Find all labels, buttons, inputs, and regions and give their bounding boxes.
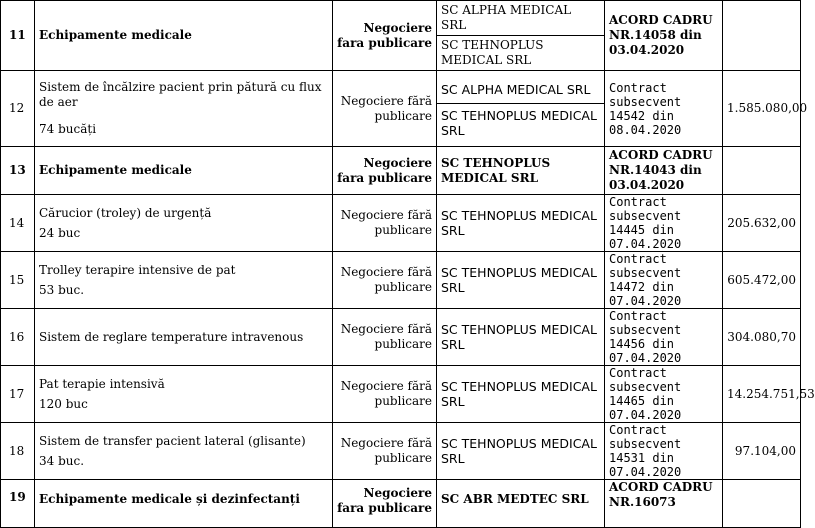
row-number: 12 [1,71,35,147]
contract-info: Contract subsecvent 14465 din 07.04.2020 [605,366,723,423]
contract-value: 205.632,00 [723,195,801,252]
item-cell [35,252,333,309]
supplier-name: SC TEHNOPLUS MEDICAL SRL [437,195,605,252]
contract-info: Contract subsecvent 14531 din 07.04.2020 [605,423,723,480]
contract-value: 97.104,00 [723,423,801,480]
item-cell [35,366,333,423]
supplier-cell [437,71,605,147]
item-name: Sistem de încălzire pacient prin pătură cu flux de aer [39,80,322,109]
item-quantity: 120 buc [39,396,88,411]
table-row [1,71,801,147]
procedure-type: Negociere fara publicare [333,147,437,195]
procedure-type: Negociere fara publicare [333,480,437,528]
contract-info: Contract subsecvent 14542 din 08.04.2020 [605,71,723,147]
contract-info: Contract subsecvent 14445 din 07.04.2020 [605,195,723,252]
table-row [1,1,801,71]
procedure-type: Negociere fără publicare [333,366,437,423]
contract-info: Contract subsecvent 14472 din 07.04.2020 [605,252,723,309]
supplier-name: SC TEHNOPLUS MEDICAL SRL [441,107,597,138]
contract-value: 605.472,00 [723,252,801,309]
table-row [1,309,801,366]
item-name: Cărucior (troley) de urgență [39,205,212,220]
row-number: 16 [1,309,35,366]
row-number: 18 [1,423,35,480]
supplier-name: SC ABR MEDTEC SRL [437,480,605,528]
item-cell [35,71,333,147]
supplier-name: SC TEHNOPLUS MEDICAL SRL [441,38,544,67]
item-name: Echipamente medicale și dezinfectanți [35,480,333,528]
table-row [1,195,801,252]
row-number: 17 [1,366,35,423]
table-row [1,480,801,528]
contract-value: 304.080,70 [723,309,801,366]
contract-info: ACORD CADRU NR.14043 din 03.04.2020 [605,147,723,195]
item-cell [35,423,333,480]
contract-value: 14.254.751,53 [723,366,801,423]
item-quantity: 34 buc. [39,453,85,468]
table-row [1,423,801,480]
row-number: 13 [1,147,35,195]
contract-info: Contract subsecvent 14456 din 07.04.2020 [605,309,723,366]
procedure-type: Negociere fără publicare [333,195,437,252]
item-name: Pat terapie intensivă [39,376,165,391]
row-number: 15 [1,252,35,309]
table-row [1,366,801,423]
procedure-type: Negociere fără publicare [333,423,437,480]
item-name: Sistem de transfer pacient lateral (glisante) [39,433,306,448]
item-quantity: 24 buc [39,225,81,240]
supplier-name: SC ALPHA MEDICAL SRL [437,78,604,104]
supplier-name: SC TEHNOPLUS MEDICAL SRL [437,309,605,366]
item-name: Trolley terapire intensive de pat [39,262,236,277]
supplier-name: SC TEHNOPLUS MEDICAL SRL [437,252,605,309]
procedure-type: Negociere fără publicare [333,309,437,366]
row-number: 11 [1,1,35,71]
procedure-type: Negociere fără publicare [333,252,437,309]
item-quantity: 74 bucăți [39,122,97,136]
row-number: 14 [1,195,35,252]
item-name: Echipamente medicale [35,147,333,195]
item-quantity: 53 buc. [39,282,85,297]
contract-value: 1.585.080,00 [723,71,801,147]
supplier-cell [437,1,605,71]
row-number: 19 [1,480,35,528]
procedure-type: Negociere fără publicare [333,71,437,147]
contract-value [723,1,801,71]
table-row [1,252,801,309]
contract-value [723,147,801,195]
contract-value [723,480,801,528]
item-name: Echipamente medicale [35,1,333,71]
procedure-type: Negociere fara publicare [333,1,437,71]
item-cell [35,195,333,252]
contract-info: ACORD CADRU NR.16073 [605,480,723,528]
supplier-name: SC TEHNOPLUS MEDICAL SRL [437,147,605,195]
item-name: Sistem de reglare temperature intravenous [35,309,333,366]
contract-info: ACORD CADRU NR.14058 din 03.04.2020 [605,1,723,71]
supplier-name: SC TEHNOPLUS MEDICAL SRL [437,366,605,423]
supplier-name: SC ALPHA MEDICAL SRL [437,1,604,36]
supplier-name: SC TEHNOPLUS MEDICAL SRL [437,423,605,480]
table-row [1,147,801,195]
